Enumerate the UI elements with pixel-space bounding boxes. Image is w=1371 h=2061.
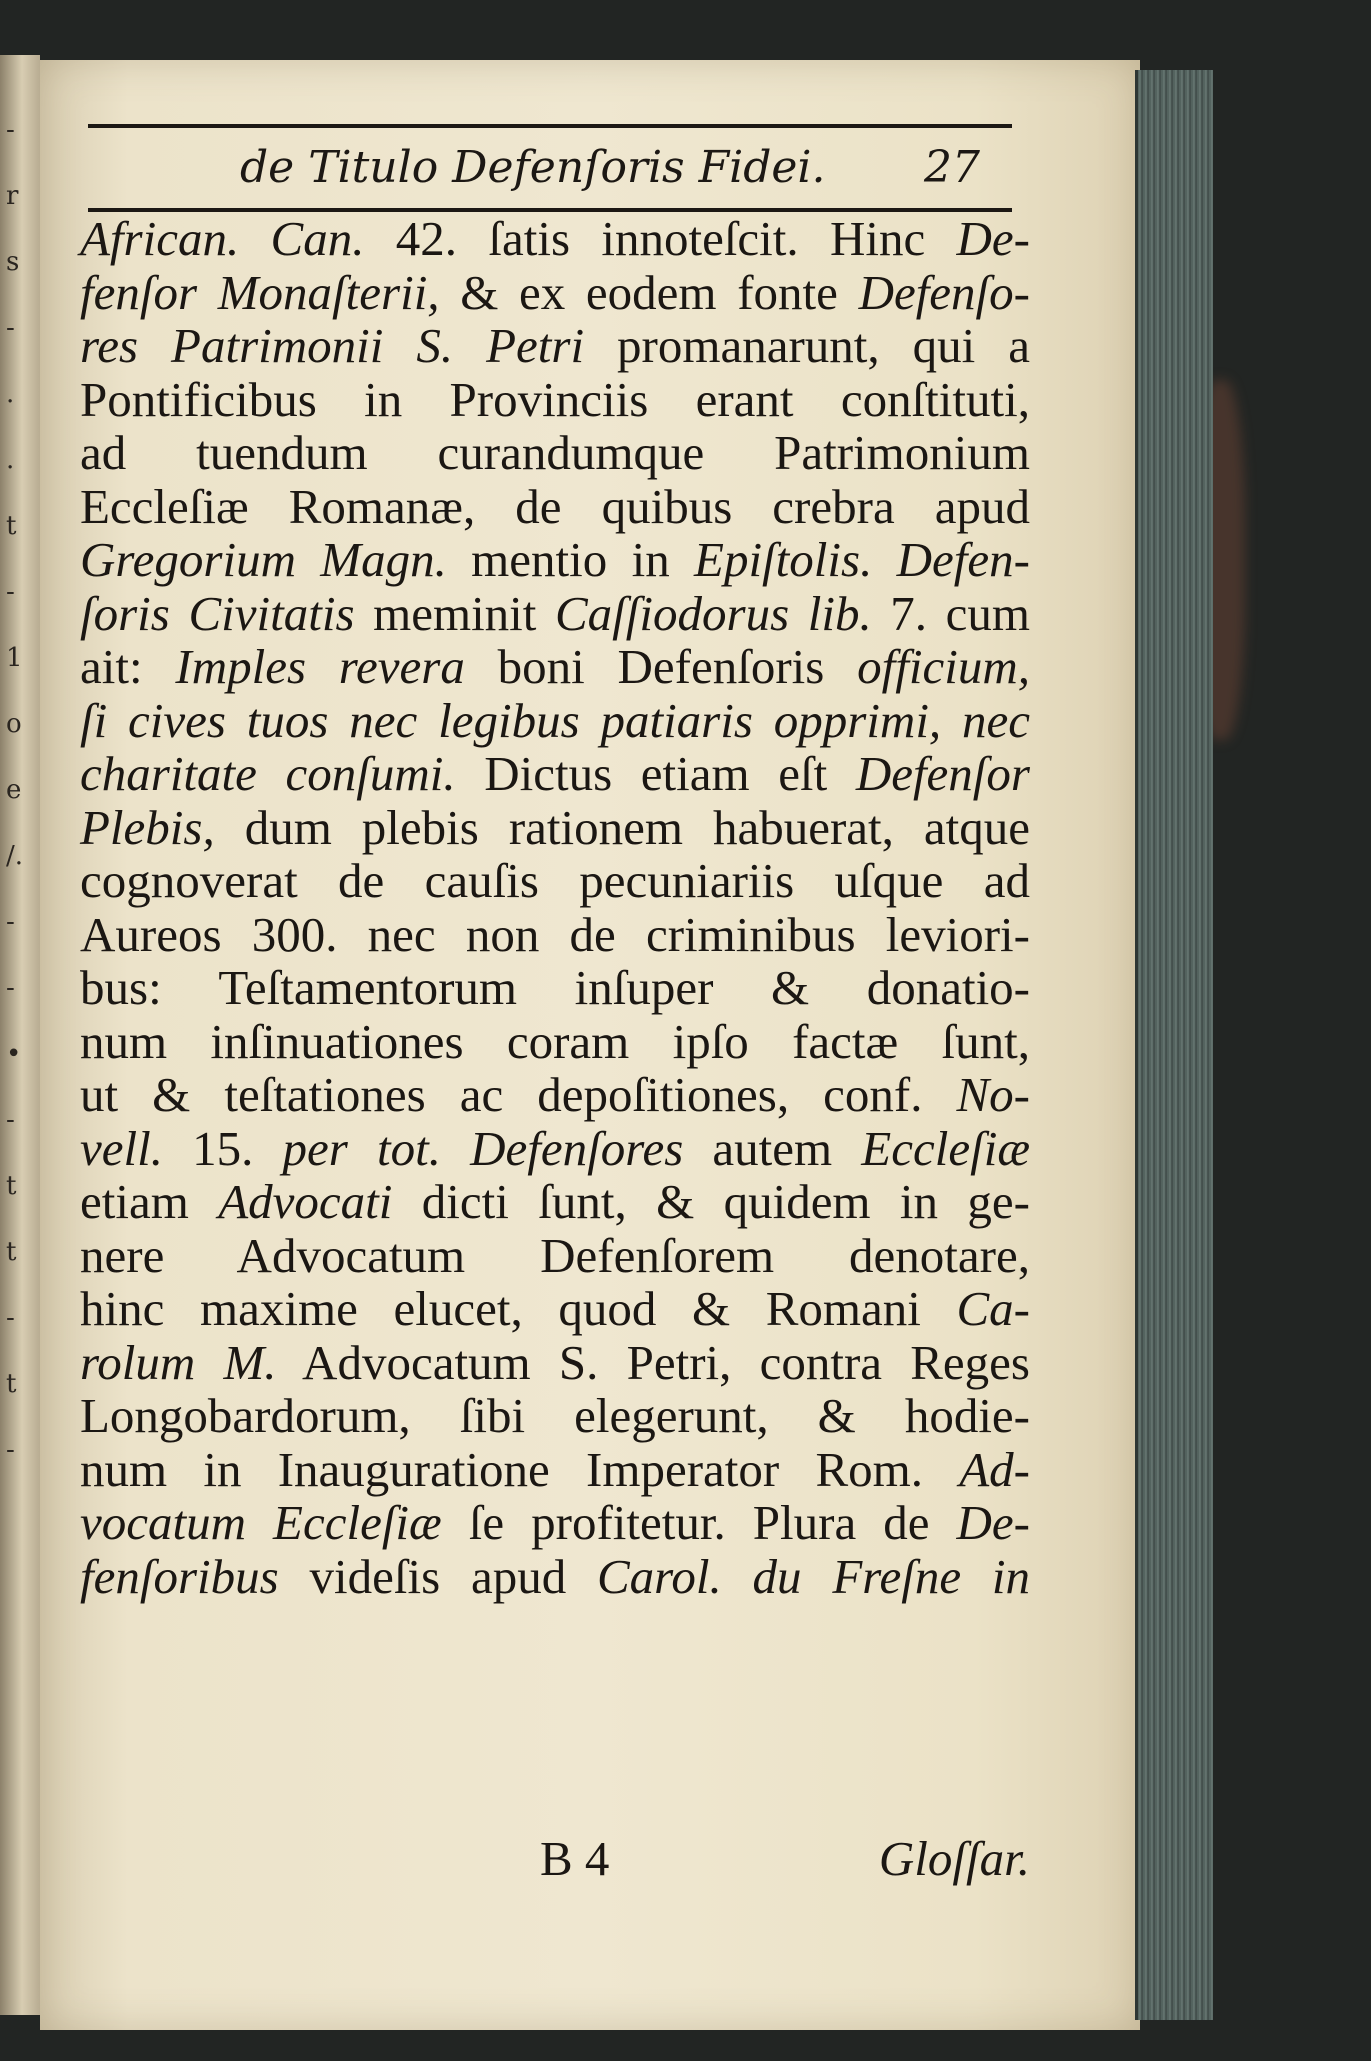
text-line: bus: Teſtamentorum inſuper & donatio- — [80, 960, 1030, 1015]
facing-page-fragment: - — [6, 577, 15, 607]
facing-page-fragment: - — [6, 907, 15, 937]
text-line: res Patrimonii S. Petri promanarunt, qui a — [80, 318, 1030, 373]
facing-page-fragment: - — [6, 1435, 15, 1465]
page-block-edges — [1135, 70, 1213, 2020]
facing-page-fragment: - — [6, 973, 15, 1003]
facing-page-fragment: - — [6, 1303, 15, 1333]
text-line: cognoverat de cauſis pecuniariis uſque ad — [80, 853, 1030, 908]
facing-page-edge — [0, 55, 40, 2015]
text-line: num in Inauguratione Imperator Rom. Ad- — [80, 1441, 1030, 1497]
facing-page-fragment: t — [6, 1171, 17, 1201]
text-line: ut & teſtationes ac depoſitiones, conf. No- — [80, 1067, 1030, 1122]
text-line: num inſinuationes coram ipſo factæ ſunt, — [80, 1013, 1030, 1069]
running-head — [240, 142, 980, 198]
facing-page-fragment: - — [6, 1105, 15, 1135]
text-line: ad tuendum curandumque Patrimonium — [80, 425, 1030, 480]
facing-page-fragment: . — [6, 379, 15, 409]
text-line: fenſor Monaſterii, & ex eodem fonte Defenſo- — [80, 264, 1030, 320]
text-line: Aureos 300. nec non de criminibus leviori- — [80, 906, 1030, 962]
facing-page-fragment: - — [6, 115, 15, 145]
header-rule-top — [88, 124, 1012, 128]
text-line: vell. 15. per tot. Defenſores autem Eccleſiæ — [80, 1120, 1030, 1176]
facing-page-fragment: t — [6, 1237, 17, 1267]
page-footer — [80, 1830, 1030, 1884]
text-line: African. Can. 42. ſatis innoteſcit. Hinc De- — [80, 211, 1030, 266]
text-line: hinc maxime elucet, quod & Romani Ca- — [80, 1281, 1030, 1336]
running-head-title: de Titulo Defenſoris Fidei. — [240, 142, 826, 193]
facing-page-fragment: s — [6, 247, 20, 277]
facing-page-fragment: t — [6, 1369, 17, 1399]
text-line: Eccleſiæ Romanæ, de quibus crebra apud — [80, 478, 1030, 534]
text-line: vocatum Eccleſiæ ſe profitetur. Plura de De- — [80, 1495, 1030, 1550]
text-line: etiam Advocati dicti ſunt, & quidem in ge- — [80, 1174, 1030, 1229]
facing-page-fragment: . — [6, 445, 15, 475]
text-line: ſi cives tuos nec legibus patiaris opprimi, nec — [80, 692, 1030, 748]
page-number: 27 — [924, 142, 980, 193]
facing-page-fragment: e — [6, 775, 22, 805]
text-line: Longobardorum, ſibi elegerunt, & hodie- — [80, 1388, 1030, 1443]
text-line: ſoris Civitatis meminit Caſſiodorus lib. 7. cum — [80, 585, 1030, 641]
facing-page-fragment: r — [6, 181, 19, 211]
text-line: fenſoribus videſis apud Carol. du Freſne in — [80, 1548, 1030, 1604]
catchword: Gloſſar. — [878, 1831, 1030, 1886]
text-line: Plebis, dum plebis rationem habuerat, atque — [80, 799, 1030, 855]
facing-page-fragment: o — [6, 709, 22, 739]
facing-page-fragment: 1 — [6, 643, 23, 673]
signature-mark: B 4 — [540, 1831, 610, 1886]
facing-page-fragment: - — [6, 313, 15, 343]
text-line: charitate conſumi. Dictus etiam eſt Defenſor — [80, 746, 1030, 801]
facing-page-fragment: /. — [6, 841, 24, 871]
facing-page-fragment: t — [6, 511, 17, 541]
facing-page-fragment: • — [6, 1039, 22, 1069]
text-line: ait: Imples revera boni Defenſoris officium, — [80, 639, 1030, 694]
text-line: Pontificibus in Provinciis erant conſtituti, — [80, 371, 1030, 427]
body-text — [80, 212, 1030, 1603]
text-line: Gregorium Magn. mentio in Epiſtolis. Defen- — [80, 532, 1030, 587]
text-line: nere Advocatum Defenſorem denotare, — [80, 1227, 1030, 1283]
text-line: rolum M. Advocatum S. Petri, contra Reges — [80, 1334, 1030, 1390]
